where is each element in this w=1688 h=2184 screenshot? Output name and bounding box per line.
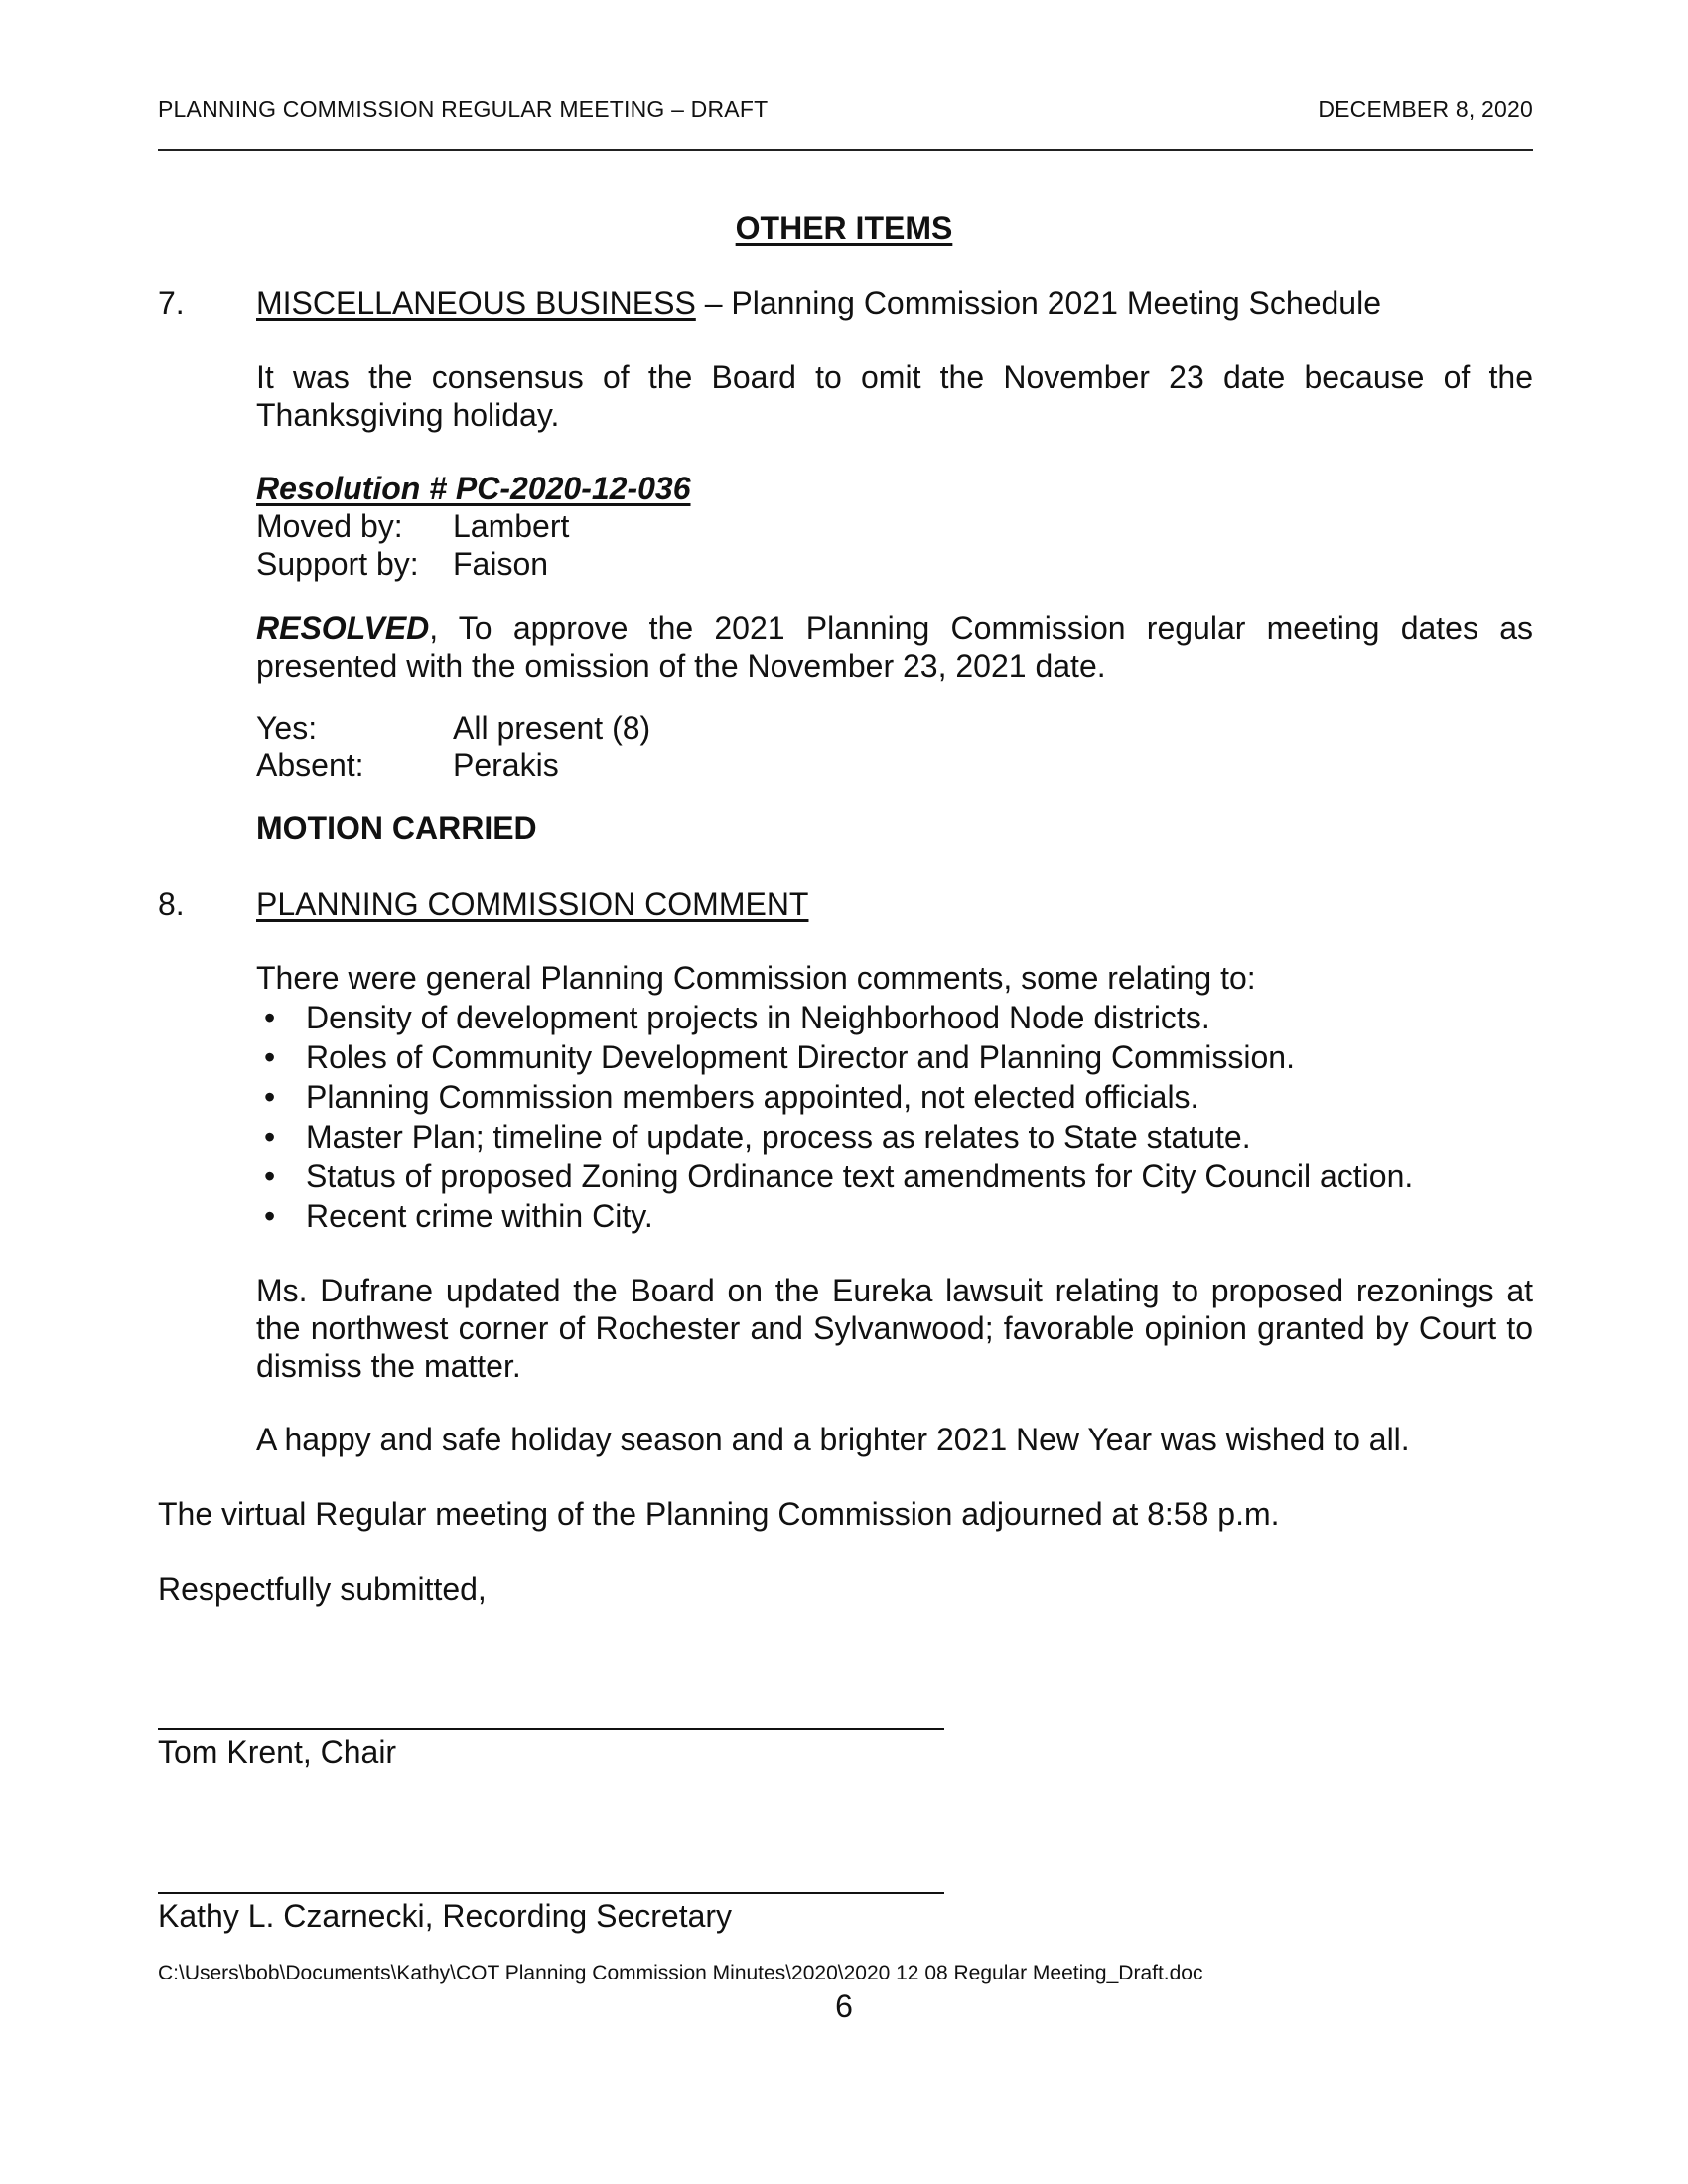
respectfully-submitted: Respectfully submitted,: [158, 1571, 487, 1607]
bullet-icon: •: [264, 1039, 276, 1075]
bullet-icon: •: [264, 1159, 276, 1194]
bullet-icon: •: [264, 1198, 276, 1234]
section-title: OTHER ITEMS: [735, 210, 953, 246]
moved-by-label: Moved by:: [256, 508, 403, 544]
signature-name-chair: Tom Krent, Chair: [158, 1734, 397, 1770]
moved-by-row: [256, 507, 569, 545]
header-rule: [158, 149, 1533, 151]
list-item: • Density of development projects in Neighborhood Node districts.: [264, 1000, 1210, 1035]
support-by-label: Support by:: [256, 546, 419, 582]
adjourned-paragraph: The virtual Regular meeting of the Planning Commission adjourned at 8:58 p.m.: [158, 1496, 1280, 1532]
vote-absent-row: [256, 747, 559, 784]
vote-yes-value: All present (8): [453, 710, 651, 746]
vote-yes-row: [256, 709, 650, 747]
item-8-heading: PLANNING COMMISSION COMMENT: [256, 887, 809, 922]
header-title: PLANNING COMMISSION REGULAR MEETING – DRAFT: [158, 96, 769, 122]
list-item: • Roles of Community Development Director and Planning Commission.: [264, 1039, 1295, 1075]
holiday-paragraph: A happy and safe holiday season and a brighter 2021 New Year was wished to all.: [256, 1422, 1410, 1457]
bullet-icon: •: [264, 1000, 276, 1035]
signature-line-secretary: [158, 1892, 944, 1894]
vote-absent-label: Absent:: [256, 748, 364, 783]
item-8-intro: There were general Planning Commission comments, some relating to:: [256, 960, 1256, 996]
resolved-keyword: RESOLVED: [256, 611, 430, 646]
list-item: • Planning Commission members appointed, not elected officials.: [264, 1079, 1199, 1115]
resolution-number: Resolution # PC-2020-12-036: [256, 471, 691, 506]
item-8-number: 8.: [158, 887, 185, 922]
vote-yes-label: Yes:: [256, 710, 318, 746]
footer-file-path: C:\Users\bob\Documents\Kathy\COT Planning Commission Minutes\2020\2020 12 08 Regular Meeting_Draft.doc: [158, 1962, 1203, 1984]
item-7-heading-line: [256, 284, 1381, 322]
item-7-heading-rest: – Planning Commission 2021 Meeting Schedule: [695, 285, 1381, 321]
signature-name-secretary: Kathy L. Czarnecki, Recording Secretary: [158, 1898, 733, 1934]
list-item: • Master Plan; timeline of update, process as relates to State statute.: [264, 1119, 1251, 1155]
dufrane-paragraph: Ms. Dufrane updated the Board on the Eureka lawsuit relating to proposed rezonings at the northwest corner of Rochester and Sylvanwood; favorable opinion granted by Court to dismiss the matter.: [256, 1273, 1533, 1384]
header-date: DECEMBER 8, 2020: [1318, 96, 1533, 122]
bullet-icon: •: [264, 1079, 276, 1115]
page-number: 6: [835, 1988, 853, 2024]
bullet-icon: •: [264, 1119, 276, 1155]
list-item: • Status of proposed Zoning Ordinance text amendments for City Council action.: [264, 1159, 1414, 1194]
motion-carried: MOTION CARRIED: [256, 810, 537, 846]
vote-absent-value: Perakis: [453, 748, 559, 783]
resolved-text: , To approve the 2021 Planning Commission regular meeting dates as presented with the omission of the November 23, 2021 date.: [256, 611, 1533, 684]
item-7-heading: MISCELLANEOUS BUSINESS: [256, 285, 696, 321]
support-by-value: Faison: [453, 546, 549, 582]
item-7-number: 7.: [158, 285, 185, 321]
signature-line-chair: [158, 1728, 944, 1730]
moved-by-value: Lambert: [453, 508, 570, 544]
comment-list: [256, 998, 1533, 1236]
resolved-paragraph: [256, 610, 1533, 685]
item-7-paragraph: It was the consensus of the Board to omit the November 23 date because of the Thanksgiving holiday.: [256, 359, 1533, 433]
list-item: • Recent crime within City.: [264, 1198, 653, 1234]
support-by-row: [256, 545, 548, 583]
